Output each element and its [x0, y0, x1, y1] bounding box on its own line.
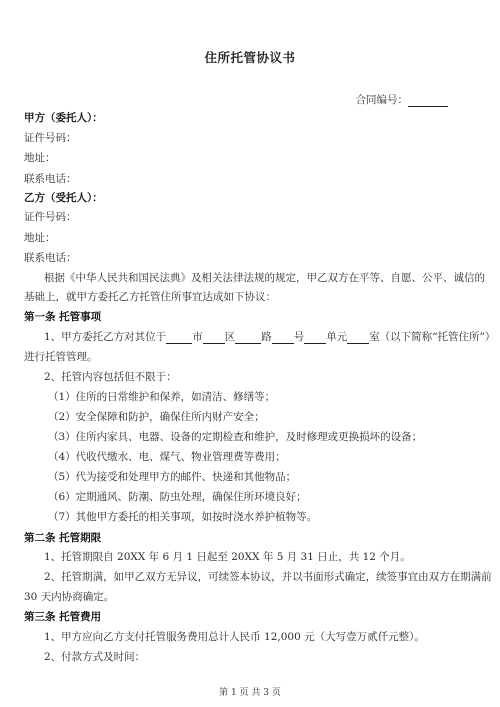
clause-text: 1、甲方委托乙方对其位于	[44, 331, 167, 343]
preamble-line-2: 基础上，就甲方委托乙方托管住所事宜达成如下协议：	[24, 291, 276, 303]
clause-text: 号	[293, 331, 305, 343]
unit-blank[interactable]	[304, 332, 326, 344]
article-2-clause-1: 1、托管期限自 20XX 年 6 月 1 日起至 20XX 年 5 月 31 日止，共 12 个月。	[44, 551, 411, 563]
article-2-clause-2-cont: 30 天内协商确定。	[24, 591, 115, 603]
list-item: （1）住所的日常维护和保养，如清洁、修缮等；	[48, 391, 276, 403]
party-b-id-label: 证件号码：	[24, 211, 77, 223]
party-a-phone-label: 联系电话：	[24, 173, 77, 185]
number-blank[interactable]	[272, 332, 294, 344]
article-1-clause-1-cont: 进行托管管理。	[24, 351, 98, 363]
list-item: （7）其他甲方委托的相关事项，如按时浇水养护植物等。	[48, 511, 318, 523]
list-item: （3）住所内家具、电器、设备的定期检查和维护，及时修理或更换损坏的设备；	[48, 431, 423, 443]
article-1-clause-1	[44, 330, 496, 344]
contract-number-blank[interactable]	[408, 95, 448, 107]
district-blank[interactable]	[203, 332, 225, 344]
article-1-clause-2: 2、托管内容包括但不限于：	[44, 371, 177, 383]
page-number: 第 1 页 共 3 页	[219, 688, 281, 698]
party-a-heading: 甲方（委托人）：	[24, 112, 103, 124]
article-3-clause-2: 2、付款方式及时间：	[44, 651, 146, 663]
article-2-clause-2: 2、托管期满，如甲乙双方无异议，可续签本协议，并以书面形式确定，续签事宜由双方在期满前	[44, 571, 492, 583]
room-blank[interactable]	[347, 332, 369, 344]
document-title: 住所托管协议书	[204, 50, 296, 65]
article-2-heading: 第二条 托管期限	[24, 532, 102, 544]
article-1-heading: 第一条 托管事项	[24, 311, 102, 323]
city-blank[interactable]	[166, 332, 192, 344]
party-b-heading: 乙方（受托人）：	[24, 192, 103, 204]
list-item: （6）定期通风、防潮、防虫处理，确保住所环境良好；	[48, 491, 307, 503]
party-b-phone-label: 联系电话：	[24, 252, 77, 264]
list-item: （5）代为接受和处理甲方的邮件、快递和其他物品；	[48, 471, 297, 483]
road-blank[interactable]	[235, 332, 261, 344]
article-3-heading: 第三条 托管费用	[24, 611, 102, 623]
preamble-line-1: 根据《中华人民共和国民法典》及相关法律法规的规定，甲乙双方在平等、自愿、公平、诚信的	[44, 272, 485, 284]
clause-text: 室（以下简称“托管住所”）	[369, 331, 496, 343]
contract-number-label: 合同编号：	[355, 94, 408, 106]
clause-text: 市	[192, 331, 203, 343]
clause-text: 单元	[326, 331, 348, 343]
clause-text: 路	[261, 331, 272, 343]
party-a-id-label: 证件号码：	[24, 132, 77, 144]
clause-text: 区	[224, 331, 236, 343]
contract-number	[356, 92, 449, 107]
list-item: （2）安全保障和防护，确保住所内财产安全；	[48, 411, 265, 423]
party-a-address-label: 地址：	[24, 152, 56, 164]
list-item: （4）代收代缴水、电、煤气、物业管理费等费用；	[48, 451, 286, 463]
party-b-address-label: 地址：	[24, 232, 56, 244]
article-3-clause-1: 1、甲方应向乙方支付托管服务费用总计人民币 12,000 元（大写壹万贰仟元整）。	[44, 631, 425, 643]
